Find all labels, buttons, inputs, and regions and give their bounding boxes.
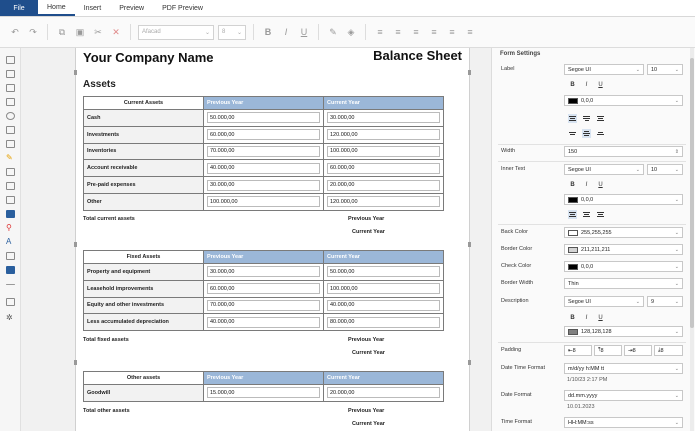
font-family-value: Afacad: [142, 29, 161, 35]
value-field[interactable]: 100.000,00: [327, 146, 440, 157]
check-color-caption: Check Color: [501, 263, 532, 269]
table-header-cell: Fixed Assets: [84, 251, 204, 264]
value-field[interactable]: 20.000,00: [327, 387, 440, 398]
table-header-cell: Other assets: [84, 372, 204, 385]
row-label: Equity and other investments: [84, 297, 204, 314]
chevron-down-icon: ⌄: [236, 29, 242, 36]
table-header-cell: Previous Year: [204, 97, 324, 110]
chevron-down-icon: ⌄: [204, 29, 210, 36]
table-header-row: [84, 97, 444, 110]
label-font-select[interactable]: [564, 64, 644, 75]
row-label: Leasehold improvements: [84, 280, 204, 297]
inner-italic-icon[interactable]: I: [585, 181, 588, 188]
value-field[interactable]: 100.000,00: [207, 196, 320, 207]
table-row: [84, 193, 444, 210]
value-field[interactable]: 30.000,00: [207, 180, 320, 191]
label-underline-icon[interactable]: U: [598, 81, 603, 88]
inner-bold-icon[interactable]: B: [570, 181, 575, 188]
time-format-value: HH:MM:ss: [568, 419, 594, 426]
inner-size-value: 10: [651, 166, 658, 173]
total-label[interactable]: Total current assets: [83, 216, 135, 222]
chevron-down-icon: ⌄: [674, 167, 679, 173]
inner-align-left-icon[interactable]: [568, 210, 577, 219]
align-bottom-icon[interactable]: ≡: [467, 27, 473, 37]
chevron-down-icon: ⌄: [635, 67, 640, 73]
line-tool-icon[interactable]: [6, 284, 15, 285]
label-bold-icon[interactable]: B: [570, 81, 575, 88]
cut-icon[interactable]: ✂: [94, 26, 102, 37]
value-field[interactable]: 60.000,00: [207, 283, 320, 294]
section-divider: [498, 342, 686, 343]
align-center-icon[interactable]: ≡: [395, 27, 401, 37]
italic-icon[interactable]: I: [284, 27, 288, 37]
color-swatch: [568, 197, 578, 203]
chevron-down-icon: ⌄: [674, 98, 679, 104]
tab-pdf-preview[interactable]: PDF Preview: [162, 4, 203, 12]
chevron-down-icon: ⌄: [635, 167, 640, 173]
date-format-value: dd.mm.yyyy: [568, 392, 598, 399]
padding-bottom-value: 8: [660, 347, 664, 354]
table-header-cell: Current Assets: [84, 97, 204, 110]
value-field[interactable]: 70.000,00: [207, 146, 320, 157]
align-middle-icon[interactable]: ≡: [449, 27, 455, 37]
total-prev-label[interactable]: Previous Year: [348, 337, 385, 343]
section-divider: [498, 224, 686, 225]
chevron-down-icon: ⌄: [674, 329, 679, 335]
desc-bold-icon[interactable]: B: [570, 314, 575, 321]
redo-icon[interactable]: ↷: [29, 26, 37, 37]
chevron-down-icon: ⌄: [674, 366, 679, 372]
chevron-down-icon: ⌄: [674, 264, 679, 270]
value-field[interactable]: 30.000,00: [207, 266, 320, 277]
button-tool-icon[interactable]: [6, 210, 15, 218]
table-row: [84, 143, 444, 160]
value-field[interactable]: 80.000,00: [327, 317, 440, 328]
form-tool-icon[interactable]: [6, 196, 15, 204]
picture-tool-icon[interactable]: [6, 266, 15, 274]
toolbar-divider: [318, 24, 319, 40]
tools-icon[interactable]: ✲: [6, 313, 13, 322]
section-title[interactable]: Assets: [83, 79, 116, 90]
color-swatch: [568, 264, 578, 270]
back-color-caption: Back Color: [501, 229, 528, 235]
date-time-example: 1/10/23 2:17 PM: [567, 377, 608, 383]
width-value: 150: [568, 148, 578, 155]
label-align-middle-icon[interactable]: [582, 129, 591, 138]
file-menu-button[interactable]: File: [0, 0, 38, 16]
padding-right-icon: ⇥: [628, 347, 633, 354]
padding-right-value: 8: [632, 347, 636, 354]
padding-top-input[interactable]: [594, 345, 622, 356]
padding-left-value: 8: [572, 347, 576, 354]
form-settings-panel: [491, 48, 695, 431]
border-color-caption: Border Color: [501, 246, 533, 252]
resize-handle[interactable]: [74, 360, 77, 365]
desc-italic-icon[interactable]: I: [585, 314, 588, 321]
table-tool-icon[interactable]: [6, 84, 15, 92]
label-size-value: 10: [651, 66, 658, 73]
table-header-cell: Current Year: [324, 251, 444, 264]
list-tool-icon[interactable]: [6, 168, 15, 176]
table-row: [84, 385, 444, 402]
label-position-top-icon[interactable]: [582, 114, 591, 123]
label-align-top-icon[interactable]: [568, 129, 577, 138]
toolbar-divider: [130, 24, 131, 40]
inner-font-select[interactable]: [564, 164, 644, 175]
padding-bottom-icon: ⤓: [658, 347, 661, 353]
border-width-caption: Border Width: [501, 280, 534, 286]
desc-color-picker[interactable]: [564, 326, 683, 337]
table-row: [84, 177, 444, 194]
width-caption: Width: [501, 148, 516, 154]
resize-handle[interactable]: [468, 70, 471, 75]
row-label: Goodwill: [84, 385, 204, 402]
section-divider: [498, 144, 686, 145]
color-swatch: [568, 329, 578, 335]
table-row: [84, 264, 444, 281]
width-input[interactable]: [564, 146, 683, 157]
chevron-down-icon: ⌄: [674, 393, 679, 399]
padding-left-input[interactable]: [564, 345, 592, 356]
table-header-cell: Previous Year: [204, 251, 324, 264]
inner-font-value: Segoe UI: [568, 166, 591, 173]
description-caption: Description: [501, 298, 529, 304]
label-italic-icon[interactable]: I: [585, 81, 588, 88]
table-row: [84, 297, 444, 314]
fixed-assets-table[interactable]: [83, 250, 444, 331]
barcode-tool-icon[interactable]: [6, 252, 15, 260]
scrollbar-thumb[interactable]: [690, 58, 694, 328]
inner-size-select[interactable]: [647, 164, 683, 175]
value-field[interactable]: 30.000,00: [327, 112, 440, 123]
chevron-down-icon: ⌄: [674, 420, 679, 426]
chevron-down-icon: ⌄: [674, 67, 679, 73]
chevron-down-icon: ⌄: [674, 197, 679, 203]
desc-font-value: Segoe UI: [568, 298, 591, 305]
value-field[interactable]: 40.000,00: [327, 300, 440, 311]
date-time-format-value: m/d/yy h:MM tt: [568, 365, 605, 372]
underline-icon[interactable]: U: [300, 27, 308, 37]
tab-preview[interactable]: Preview: [119, 4, 145, 12]
border-width-value: Thin: [568, 280, 579, 287]
desc-size-select[interactable]: [647, 296, 683, 307]
value-field[interactable]: 50.000,00: [327, 266, 440, 277]
desc-underline-icon[interactable]: U: [598, 314, 603, 321]
desc-font-select[interactable]: [564, 296, 644, 307]
row-label: Other: [84, 193, 204, 210]
undo-icon[interactable]: ↶: [11, 26, 19, 37]
current-assets-table[interactable]: [83, 96, 444, 211]
desc-color-value: 128,128,128: [581, 328, 612, 335]
time-format-caption: Time Format: [501, 419, 532, 425]
chevron-down-icon: ⌄: [635, 299, 640, 305]
toolbar: [0, 17, 695, 48]
rectangle-tool-icon[interactable]: [6, 298, 15, 306]
resize-handle[interactable]: [74, 242, 77, 247]
total-label[interactable]: Total other assets: [83, 408, 130, 414]
left-toolbox: [0, 48, 21, 431]
checkbox-tool-icon[interactable]: [6, 140, 15, 148]
value-field[interactable]: 100.000,00: [327, 283, 440, 294]
desc-size-value: 9: [651, 298, 655, 305]
table-header-cell: Current Year: [324, 372, 444, 385]
font-size-select[interactable]: [218, 25, 246, 40]
inner-underline-icon[interactable]: U: [598, 181, 603, 188]
value-field[interactable]: 60.000,00: [207, 129, 320, 140]
pen-color-icon[interactable]: ✎: [329, 26, 337, 37]
label-color-picker[interactable]: [564, 95, 683, 106]
align-left-icon[interactable]: ≡: [377, 27, 383, 37]
resize-handle[interactable]: [468, 242, 471, 247]
padding-caption: Padding: [501, 347, 522, 353]
tab-home[interactable]: Home: [38, 0, 75, 16]
back-color-value: 255,255,255: [581, 229, 612, 236]
check-color-value: 0,0,0: [581, 263, 594, 270]
color-swatch: [568, 230, 578, 236]
color-swatch: [568, 98, 578, 104]
row-label: Cash: [84, 110, 204, 127]
table-header-cell: Current Year: [324, 97, 444, 110]
value-field[interactable]: 15.000,00: [207, 387, 320, 398]
chevron-down-icon: ⌄: [674, 281, 679, 287]
pencil-tool-icon[interactable]: ✎: [6, 153, 13, 162]
inner-align-center-icon[interactable]: [582, 210, 591, 219]
toolbar-divider: [253, 24, 254, 40]
design-canvas[interactable]: [21, 48, 491, 431]
resize-handle[interactable]: [468, 360, 471, 365]
table-row: [84, 110, 444, 127]
inner-align-right-icon[interactable]: [596, 210, 605, 219]
row-label: Less accumulated depreciation: [84, 314, 204, 331]
date-time-format-caption: Date Time Format: [501, 365, 546, 371]
resize-handle[interactable]: [74, 70, 77, 75]
table-row: [84, 280, 444, 297]
padding-top-value: 8: [600, 347, 604, 354]
date-format-example: 10.01.2023: [567, 404, 595, 410]
padding-top-icon: ⤒: [598, 347, 601, 353]
value-field[interactable]: 20.000,00: [327, 180, 440, 191]
table-header-row: [84, 372, 444, 385]
menu-bar: [0, 0, 695, 17]
company-name[interactable]: Your Company Name: [83, 50, 214, 65]
textbox-tool-icon[interactable]: [6, 56, 15, 64]
section-divider: [498, 161, 686, 162]
table-header-cell: Previous Year: [204, 372, 324, 385]
total-curr-label[interactable]: Current Year: [352, 350, 385, 356]
date-format-select[interactable]: [564, 390, 683, 401]
value-field[interactable]: 40.000,00: [207, 163, 320, 174]
row-label: Inventories: [84, 143, 204, 160]
table-row: [84, 126, 444, 143]
chevron-down-icon: ⌄: [674, 230, 679, 236]
padding-bottom-input[interactable]: [654, 345, 683, 356]
total-curr-label[interactable]: Current Year: [352, 421, 385, 427]
border-color-value: 211,211,211: [581, 246, 611, 253]
fill-color-icon[interactable]: ◈: [347, 26, 355, 37]
font-family-select[interactable]: [138, 25, 214, 40]
font-tool-icon[interactable]: A: [6, 237, 12, 246]
label-size-select[interactable]: [647, 64, 683, 75]
report-page[interactable]: [75, 48, 470, 431]
label-position-left-icon[interactable]: [568, 114, 577, 123]
value-field[interactable]: 50.000,00: [207, 112, 320, 123]
inner-color-value: 0,0,0: [581, 196, 594, 203]
total-prev-label[interactable]: Previous Year: [348, 216, 385, 222]
document-title[interactable]: Balance Sheet: [373, 48, 462, 63]
align-top-icon[interactable]: ≡: [431, 27, 437, 37]
paste-icon[interactable]: ▣: [75, 26, 85, 37]
color-swatch: [568, 247, 578, 253]
padding-right-input[interactable]: [624, 345, 652, 356]
label-position-right-icon[interactable]: [596, 114, 605, 123]
value-field[interactable]: 40.000,00: [207, 317, 320, 328]
row-label: Pre-paid expenses: [84, 177, 204, 194]
table-row: [84, 160, 444, 177]
back-color-picker[interactable]: [564, 227, 683, 238]
table-header-row: [84, 251, 444, 264]
label-color-value: 0,0,0: [581, 97, 594, 104]
chevron-down-icon: ⌄: [674, 247, 679, 253]
time-format-select[interactable]: [564, 417, 683, 428]
radio-tool-icon[interactable]: [6, 112, 15, 120]
calendar-tool-icon[interactable]: [6, 126, 15, 134]
chevron-down-icon: ⌄: [674, 299, 679, 305]
spinner-icon[interactable]: ⇕: [674, 149, 679, 155]
total-curr-label[interactable]: Current Year: [352, 229, 385, 235]
row-label: Investments: [84, 126, 204, 143]
total-prev-label[interactable]: Previous Year: [348, 408, 385, 414]
inner-text-caption: Inner Text: [501, 166, 526, 172]
row-label: Account receivable: [84, 160, 204, 177]
value-field[interactable]: 60.000,00: [327, 163, 440, 174]
image-tool-icon[interactable]: [6, 98, 15, 106]
date-time-format-select[interactable]: [564, 363, 683, 374]
label-caption: Label: [501, 66, 515, 72]
border-width-select[interactable]: [564, 278, 683, 289]
delete-icon[interactable]: ✕: [112, 26, 120, 37]
inner-color-picker[interactable]: [564, 194, 683, 205]
toolbar-divider: [365, 24, 366, 40]
table-row: [84, 314, 444, 331]
panel-scrollbar[interactable]: [690, 48, 694, 431]
other-assets-table[interactable]: [83, 371, 444, 402]
tab-insert[interactable]: Insert: [83, 4, 102, 12]
padding-left-icon: ⇤: [568, 347, 573, 354]
value-field[interactable]: 70.000,00: [207, 300, 320, 311]
label-font-value: Segoe UI: [568, 66, 591, 73]
total-label[interactable]: Total fixed assets: [83, 337, 129, 343]
label-tool-icon[interactable]: [6, 70, 15, 78]
font-size-value: 8: [222, 29, 226, 35]
panel-title: Form Settings: [500, 51, 541, 57]
map-pin-tool-icon[interactable]: ⚲: [6, 223, 12, 232]
bold-icon[interactable]: B: [264, 27, 272, 37]
copy-icon[interactable]: ⧉: [58, 26, 66, 37]
toolbar-divider: [47, 24, 48, 40]
check-color-picker[interactable]: [564, 261, 683, 272]
value-field[interactable]: 120.000,00: [327, 196, 440, 207]
border-color-picker[interactable]: [564, 244, 683, 255]
label-align-bottom-icon[interactable]: [596, 129, 605, 138]
row-label: Property and equipment: [84, 264, 204, 281]
align-right-icon[interactable]: ≡: [413, 27, 419, 37]
value-field[interactable]: 120.000,00: [327, 129, 440, 140]
date-format-caption: Date Format: [501, 392, 532, 398]
grid-tool-icon[interactable]: [6, 182, 15, 190]
